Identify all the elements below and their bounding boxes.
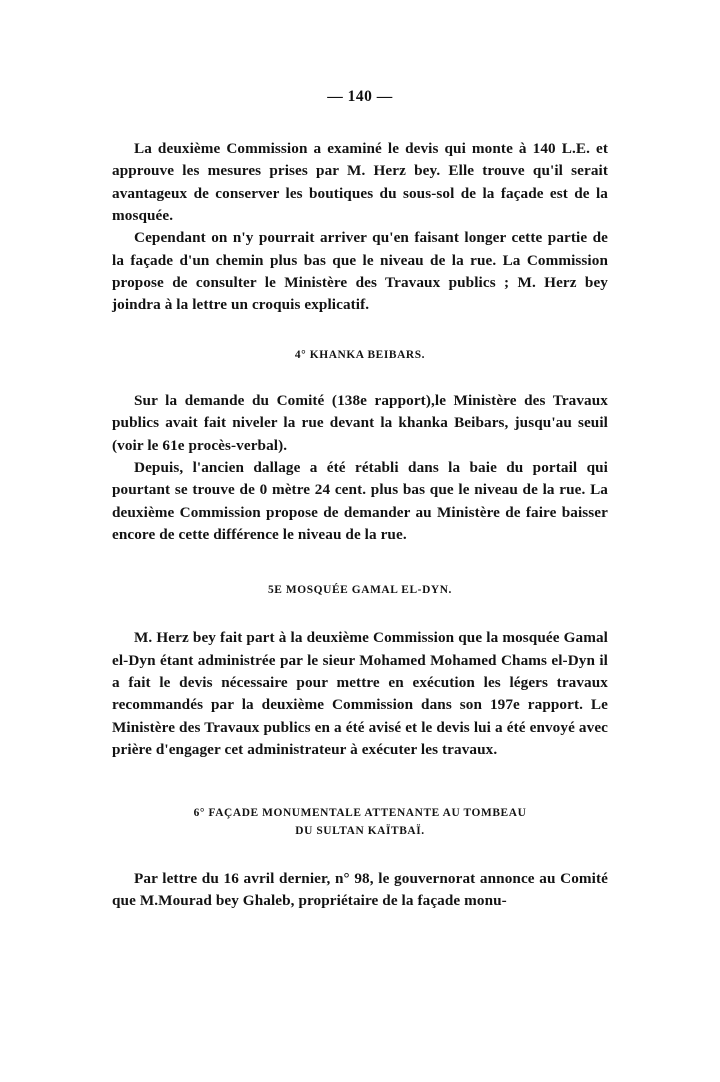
- spacer: [112, 761, 608, 805]
- section-body-facade-monumentale: [112, 868, 608, 913]
- spacer: [112, 364, 608, 390]
- section-body-khanka-beibars: [112, 390, 608, 546]
- paragraph: La deuxième Commission a examiné le devis qui monte à 140 L.E. et approuve les mesures prises par M. Herz bey. Elle trouve qu'il serait avantageux de conserver les boutiques du sous-sol de la façade est de la mosquée.: [112, 140, 608, 225]
- section-number: 6°: [193, 807, 206, 820]
- section-heading-facade-line-1: [112, 805, 608, 822]
- paragraph: Sur la demande du Comité (138e rapport),le Ministère des Travaux publics avait fait niveler la rue devant la khanka Beibars, jusqu'au seuil (voir le 61e procès-verbal).: [112, 391, 608, 454]
- section-heading-mosquee-gamal-el-dyn: 5E MOSQUÉE GAMAL EL-DYN.: [267, 584, 452, 597]
- spacer: [112, 546, 608, 582]
- section-title-line-1: FAÇADE MONUMENTALE ATTENANTE AU TOMBEAU: [208, 807, 527, 820]
- section-body-mosquee-gamal-el-dyn: [112, 627, 608, 761]
- paragraph: Par lettre du 16 avril dernier, n° 98, le gouvernorat annonce au Comité que M.Mourad bey Ghaleb, propriétaire de la façade monu-: [112, 869, 608, 909]
- spacer: [112, 840, 608, 868]
- spacer: [112, 317, 608, 347]
- spacer: [112, 599, 608, 627]
- paragraph: M. Herz bey fait part à la deuxième Commission que la mosquée Gamal el-Dyn étant administrée par le sieur Mohamed Mohamed Chams el-Dyn il a fait le devis nécessaire pour mettre en exécution les légers travaux recommandés par la deuxième Commission dans son 197e rapport. Le Ministère des Travaux publics en a été avisé et le devis lui a été envoyé avec prière d'engager cet administrateur à exécuter les travaux.: [112, 629, 608, 759]
- intro-block: [112, 138, 608, 317]
- paragraph: Depuis, l'ancien dallage a été rétabli dans la baie du portail qui pourtant se trouve de 0 mètre 24 cent. plus bas que le niveau de la rue. La deuxième Commission propose de demander au Ministère de faire baisser encore de cette différence le niveau de la rue.: [112, 458, 608, 543]
- section-heading-khanka-beibars: 4° KHANKA BEIBARS.: [294, 348, 426, 361]
- section-heading-facade-line-2: DU SULTAN KAÏTBAÏ.: [295, 824, 425, 837]
- paragraph: Cependant on n'y pourrait arriver qu'en faisant longer cette partie de la façade d'un chemin plus bas que le niveau de la rue. La Commission propose de consulter le Ministère des Travaux publics ; M. Herz bey joindra à la lettre un croquis explicatif.: [112, 229, 608, 314]
- page-number: — 140 —: [327, 88, 393, 105]
